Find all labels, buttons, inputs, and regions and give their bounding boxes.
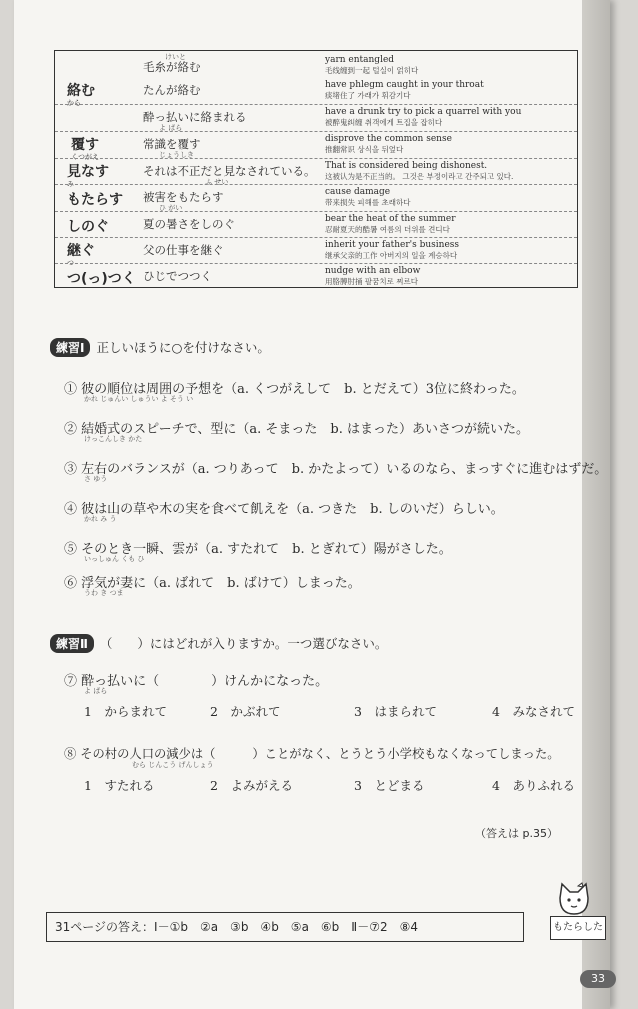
vocab-english: have a drunk try to pick a quarrel with you xyxy=(325,107,522,117)
question-4-ruby: かれ み う xyxy=(84,515,117,523)
vocab-phrase: 被害をもたらす xyxy=(143,190,224,204)
mascot-sign: もたらした xyxy=(550,916,606,940)
vocab-translation: 用胳膊肘捅 팔꿈치로 찌르다 xyxy=(325,277,418,286)
question-2-ruby: けっこんしき かた xyxy=(84,435,143,443)
previous-answers-box xyxy=(46,912,524,942)
vocab-phrase: それは不正だと見なされている。 xyxy=(143,164,316,178)
vocab-english: bear the heat of the summer xyxy=(325,214,456,224)
phrase-ruby: けいと xyxy=(165,53,186,61)
vocab-word: つ(っ)つく xyxy=(67,271,136,287)
exercise1-title: 正しいほうに○を付けなさい。 xyxy=(96,340,270,355)
phrase-ruby: ひ がい xyxy=(159,204,183,212)
vocab-translation: 痰堵住了 가래가 휘감기다 xyxy=(325,91,411,100)
question-5: ⑤ そのとき一瞬、雲が（a. すたれて b. とぎれて）陽がさした。 xyxy=(64,542,452,557)
page-number: 33 xyxy=(580,970,616,988)
vocab-translation: 带来损失 피해를 초래하다 xyxy=(325,198,411,207)
q8-option-1[interactable]: 1 すたれる xyxy=(84,778,155,793)
vocab-translation: 继承父亲的工作 아버지의 일을 계승하다 xyxy=(325,251,458,260)
vocab-word: 見なす み xyxy=(67,164,109,188)
vocab-row xyxy=(55,263,577,288)
answer-reference: （答えは p.35） xyxy=(475,827,558,840)
cat-mascot-icon xyxy=(554,880,594,920)
vocab-table xyxy=(54,50,578,288)
q7-option-1[interactable]: 1 からまれて xyxy=(84,704,167,719)
vocab-translation: 推翻常识 상식을 뒤엎다 xyxy=(325,145,404,154)
exercise1-badge: 練習Ⅰ xyxy=(50,338,90,357)
question-3: ③ 左右のバランスが（a. つりあって b. かたよって）いるのなら、まっすぐに進むはずだ。 xyxy=(64,462,608,477)
question-2: ② 結婚式のスピーチで、型に（a. そまった b. はまった）あいさつが続いた。 xyxy=(64,422,529,437)
vocab-phrase: ひじでつつく xyxy=(143,269,212,283)
question-7-ruby: よ ぱら xyxy=(84,687,108,695)
vocab-row xyxy=(55,104,577,132)
phrase-ruby: よ ぱら xyxy=(159,124,183,132)
vocab-row xyxy=(55,184,577,212)
exercise2-badge: 練習Ⅱ xyxy=(50,634,94,653)
exercise2-title: （ ）にはどれが入りますか。一つ選びなさい。 xyxy=(99,636,388,651)
question-1: ① 彼の順位は周囲の予想を（a. くつがえして b. とだえて）3位に終わった。 xyxy=(64,382,525,397)
vocab-translation: 毛线缠到一起 털실이 얽히다 xyxy=(325,66,419,75)
vocab-word: 継ぐ つ xyxy=(67,243,95,267)
phrase-ruby: ふ せい xyxy=(205,178,229,186)
vocab-english: That is considered being dishonest. xyxy=(325,161,488,171)
vocab-translation: 被醉鬼纠缠 취객에게 트집을 잡히다 xyxy=(325,118,443,127)
vocab-row xyxy=(55,158,577,188)
exercise1-heading xyxy=(50,338,270,357)
vocab-translation: 这被认为是不正当的。 그것은 부정이라고 간주되고 있다. xyxy=(325,172,514,181)
vocab-phrase: 酔っ払いに絡まれる xyxy=(143,110,247,124)
vocab-english: inherit your father's business xyxy=(325,240,460,250)
vocab-word: もたらす xyxy=(67,192,123,208)
question-6-ruby: うわ き つま xyxy=(84,589,124,597)
q7-option-3[interactable]: 3 はまられて xyxy=(354,704,437,719)
vocab-phrase: 常識を覆す xyxy=(143,137,201,151)
vocab-translation: 忍耐夏天的酷暑 여름의 더위를 견디다 xyxy=(325,225,450,234)
q8-option-3[interactable]: 3 とどまる xyxy=(354,778,425,793)
vocab-english: cause damage xyxy=(325,187,391,197)
vocab-word: 覆す くつがえ xyxy=(71,137,99,161)
question-4: ④ 彼は山の草や木の実を食べて飢えを（a. つきた b. しのいだ）らしい。 xyxy=(64,502,504,517)
question-1-ruby: かれ じゅんい しゅうい よ そう い xyxy=(84,395,194,403)
q8-option-2[interactable]: 2 よみがえる xyxy=(210,778,293,793)
vocab-row xyxy=(55,53,577,77)
vocab-english: disprove the common sense xyxy=(325,134,452,144)
vocab-word: しのぐ xyxy=(67,219,109,235)
phrase-ruby: じょうしき xyxy=(159,151,194,159)
vocab-row xyxy=(55,237,577,267)
vocab-word: 絡む から xyxy=(67,83,95,107)
vocab-phrase: 夏の暑さをしのぐ xyxy=(143,217,235,231)
question-3-ruby: さ ゆう xyxy=(84,475,108,483)
question-5-ruby: いっしゅん くも ひ xyxy=(84,555,145,563)
vocab-row xyxy=(55,211,577,236)
previous-answers-text: 31ページの答え：Ⅰ－①b ②a ③b ④b ⑤a ⑥b Ⅱ－⑦2 ⑧4 xyxy=(55,920,418,934)
question-8-ruby: むら じんこう げんしょう xyxy=(132,761,214,769)
vocab-phrase: 毛糸が絡む xyxy=(143,60,201,74)
question-7: ⑦ 酔っ払いに（ ）けんかになった。 xyxy=(64,674,329,689)
exercise2-heading xyxy=(50,634,387,653)
vocab-english: nudge with an elbow xyxy=(325,266,421,276)
q7-option-2[interactable]: 2 かぶれて xyxy=(210,704,281,719)
vocab-phrase: 父の仕事を継ぐ xyxy=(143,243,224,257)
vocab-english: yarn entangled xyxy=(325,55,395,65)
vocab-english: have phlegm caught in your throat xyxy=(325,80,484,90)
question-8: ⑧ その村の人口の減少は（ ）ことがなく、とうとう小学校もなくなってしまった。 xyxy=(64,747,560,761)
question-6: ⑥ 浮気が妻に（a. ばれて b. ばけて）しまった。 xyxy=(64,576,361,591)
page xyxy=(14,0,610,1009)
vocab-phrase: たんが絡む xyxy=(143,83,201,97)
vocab-row xyxy=(55,78,577,107)
vocab-row xyxy=(55,131,577,161)
page-edge xyxy=(582,0,610,1009)
q8-option-4[interactable]: 4 ありふれる xyxy=(492,778,575,793)
q7-option-4[interactable]: 4 みなされて xyxy=(492,704,575,719)
